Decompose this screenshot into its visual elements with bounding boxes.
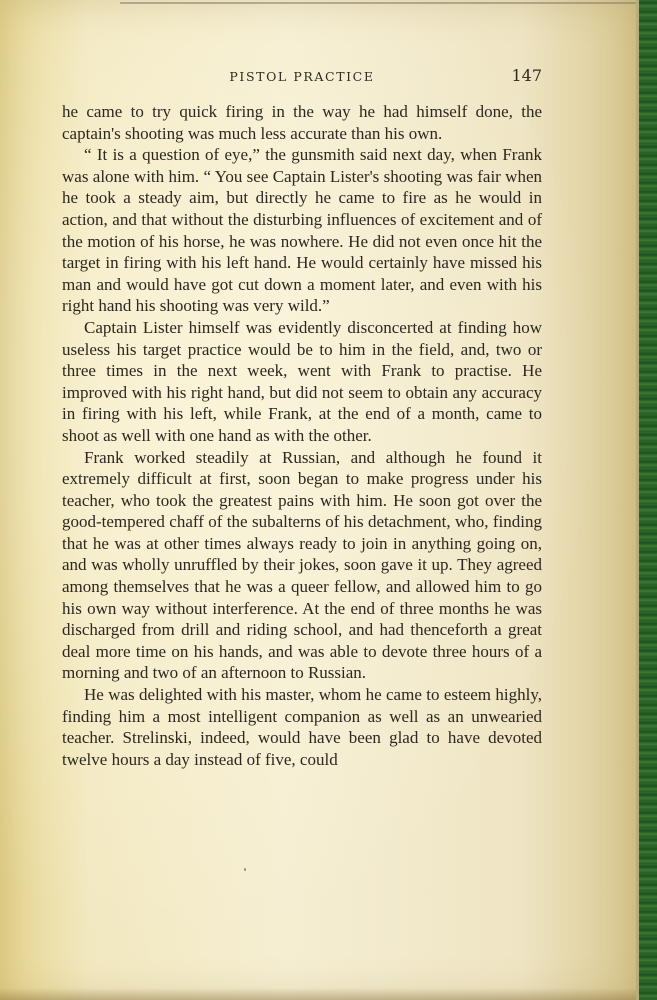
- paragraph: “ It is a question of eye,” the gunsmith said next day, when Frank was alone with him. “ You see Captain Lister's shooting was fair when he took a steady aim, but directly he came to fire as he would in action, and that without the disturbing influences of excitement and of the motion of his horse, he was nowhere. He did not even once hit the target in firing with his left hand. He would certainly have missed his man and would have got cut down a moment later, and even with his right hand his shooting was very wild.”: [62, 145, 542, 316]
- running-head: [62, 66, 542, 90]
- paragraph-continued: he came to try quick firing in the way he had himself done, the captain's shooting was much less accurate than his own.: [62, 102, 542, 143]
- book-binding-edge: [636, 0, 657, 1000]
- running-title: PISTOL PRACTICE: [229, 69, 375, 84]
- top-edge-rule: [120, 2, 636, 4]
- body-text: [62, 101, 542, 770]
- page-number: 147: [511, 66, 542, 85]
- paragraph: Frank worked steadily at Russian, and although he found it extremely difficult at first, soon began to make progress under his teacher, who took the greatest pains with him. He soon got over the good-tempered chaff of the subalterns of his detachment, who, finding that he was at other times always ready to join in anything going on, and was wholly unruffled by their jokes, soon gave it up. They agreed among themselves that he was a queer fellow, and allowed him to go his own way without interference. At the end of three months he was discharged from drill and riding school, and had thenceforth a great deal more time on his hands, and was able to devote three hours of a morning and two of an afternoon to Russian.: [62, 447, 542, 683]
- paper-speck: [244, 868, 246, 871]
- paragraph: Captain Lister himself was evidently disconcerted at finding how useless his target practice would be to him in the field, and, two or three times in the next week, went with Frank to practise. He improved with his right hand, but did not seem to obtain any accuracy in firing with his left, while Frank, at the end of a month, came to shoot as well with one hand as with the other.: [62, 317, 542, 445]
- paragraph: He was delighted with his master, whom he came to esteem highly, finding him a most intelligent companion as well as an unwearied teacher. Strelinski, indeed, would have been glad to have devoted twelve hours a day instead of five, could: [62, 685, 542, 769]
